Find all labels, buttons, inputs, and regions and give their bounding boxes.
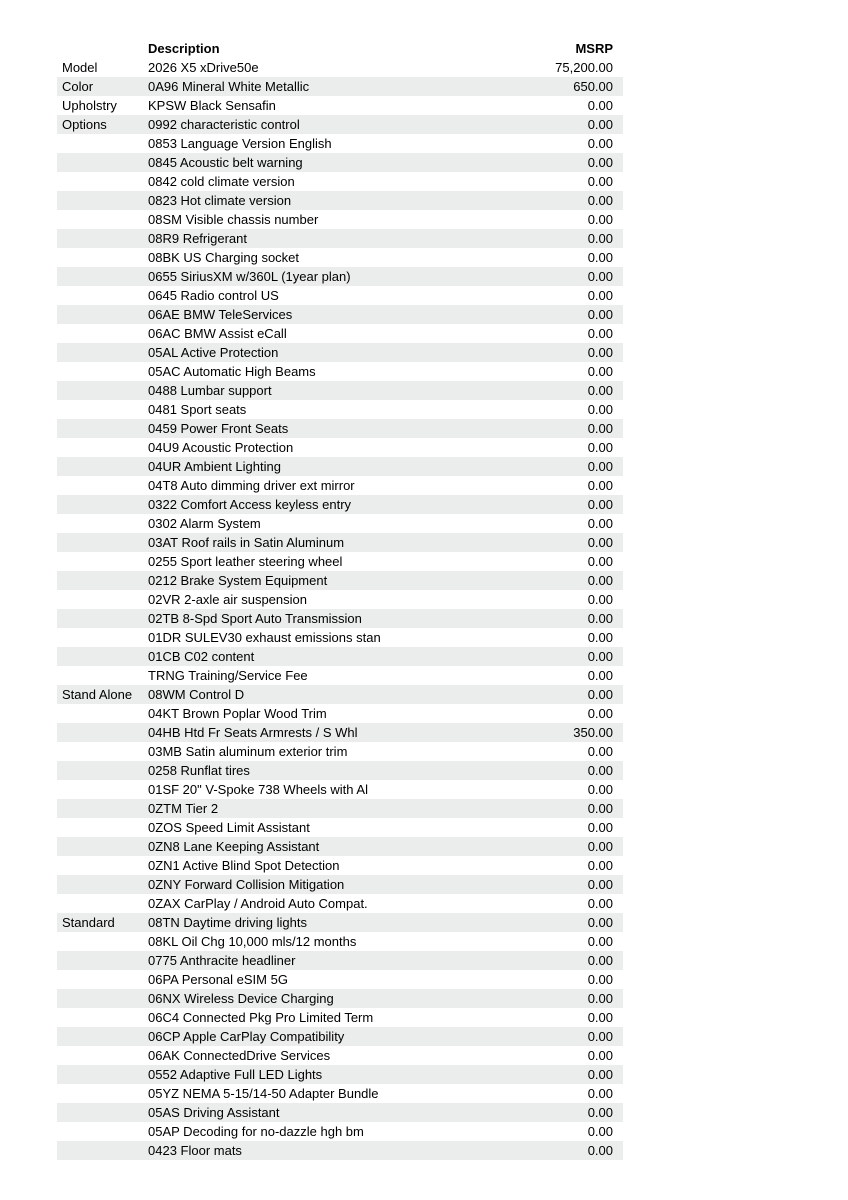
- msrp-cell: 0.00: [587, 1067, 613, 1082]
- msrp-cell: 0.00: [587, 516, 613, 531]
- description-cell: 0775 Anthracite headliner: [148, 953, 296, 968]
- table-row: [57, 153, 623, 172]
- msrp-cell: 0.00: [587, 155, 613, 170]
- msrp-cell: 0.00: [587, 1048, 613, 1063]
- msrp-cell: 0.00: [587, 136, 613, 151]
- table-row: [57, 742, 623, 761]
- description-cell: 01CB C02 content: [148, 649, 255, 664]
- table-row: [57, 761, 623, 780]
- msrp-cell: 0.00: [587, 649, 613, 664]
- table-row: [57, 305, 623, 324]
- table-row: [57, 552, 623, 571]
- table-row: [57, 951, 623, 970]
- description-cell: 05AS Driving Assistant: [148, 1105, 280, 1120]
- description-cell: 0322 Comfort Access keyless entry: [148, 497, 352, 512]
- description-cell: 0423 Floor mats: [148, 1143, 242, 1158]
- description-cell: 0ZTM Tier 2: [148, 801, 219, 816]
- msrp-cell: 0.00: [587, 345, 613, 360]
- description-cell: 0ZNY Forward Collision Mitigation: [148, 877, 345, 892]
- msrp-cell: 0.00: [587, 573, 613, 588]
- table-row: [57, 58, 623, 77]
- description-cell: 05AP Decoding for no-dazzle hgh bm: [148, 1124, 364, 1139]
- description-cell: 2026 X5 xDrive50e: [148, 60, 259, 75]
- description-cell: 0853 Language Version English: [148, 136, 332, 151]
- category-cell: Standard: [62, 915, 115, 930]
- table-row: [57, 704, 623, 723]
- msrp-cell: 650.00: [573, 79, 613, 94]
- table-row: [57, 381, 623, 400]
- msrp-cell: 0.00: [587, 972, 613, 987]
- description-cell: 0823 Hot climate version: [148, 193, 292, 208]
- description-cell: 06AC BMW Assist eCall: [148, 326, 287, 341]
- table-row: [57, 628, 623, 647]
- description-cell: 04T8 Auto dimming driver ext mirror: [148, 478, 355, 493]
- description-cell: 03MB Satin aluminum exterior trim: [148, 744, 348, 759]
- table-row: [57, 932, 623, 951]
- description-cell: 06NX Wireless Device Charging: [148, 991, 334, 1006]
- msrp-cell: 0.00: [587, 763, 613, 778]
- table-row: [57, 172, 623, 191]
- msrp-cell: 0.00: [587, 744, 613, 759]
- description-cell: 0212 Brake System Equipment: [148, 573, 328, 588]
- table-row: [57, 286, 623, 305]
- msrp-cell: 0.00: [587, 1010, 613, 1025]
- description-cell: 0258 Runflat tires: [148, 763, 250, 778]
- description-cell: 0488 Lumbar support: [148, 383, 272, 398]
- table-row: [57, 400, 623, 419]
- msrp-cell: 0.00: [587, 193, 613, 208]
- description-cell: 0842 cold climate version: [148, 174, 295, 189]
- table-row: [57, 837, 623, 856]
- table-row: [57, 989, 623, 1008]
- description-cell: 0ZAX CarPlay / Android Auto Compat.: [148, 896, 368, 911]
- table-row: [57, 1103, 623, 1122]
- description-cell: 06CP Apple CarPlay Compatibility: [148, 1029, 345, 1044]
- table-row: [57, 115, 623, 134]
- description-cell: 08BK US Charging socket: [148, 250, 300, 265]
- description-cell: 06PA Personal eSIM 5G: [148, 972, 288, 987]
- msrp-cell: 0.00: [587, 535, 613, 550]
- description-cell: 08TN Daytime driving lights: [148, 915, 307, 930]
- msrp-cell: 0.00: [587, 117, 613, 132]
- msrp-cell: 0.00: [587, 801, 613, 816]
- options-table: [57, 38, 623, 1160]
- table-row: [57, 1141, 623, 1160]
- table-row: [57, 1027, 623, 1046]
- msrp-header: MSRP: [575, 40, 613, 56]
- table-row: [57, 799, 623, 818]
- msrp-cell: 0.00: [587, 630, 613, 645]
- msrp-cell: 0.00: [587, 288, 613, 303]
- table-row: [57, 913, 623, 932]
- msrp-cell: 0.00: [587, 1086, 613, 1101]
- description-cell: 0ZN1 Active Blind Spot Detection: [148, 858, 340, 873]
- description-cell: 08R9 Refrigerant: [148, 231, 247, 246]
- msrp-cell: 0.00: [587, 554, 613, 569]
- msrp-cell: 0.00: [587, 915, 613, 930]
- msrp-cell: 0.00: [587, 934, 613, 949]
- category-cell: Model: [62, 60, 98, 75]
- description-cell: 0552 Adaptive Full LED Lights: [148, 1067, 323, 1082]
- table-row: [57, 438, 623, 457]
- description-cell: 04U9 Acoustic Protection: [148, 440, 294, 455]
- description-cell: TRNG Training/Service Fee: [148, 668, 308, 683]
- category-cell: Upholstry: [62, 98, 117, 113]
- table-row: [57, 210, 623, 229]
- table-row: [57, 1084, 623, 1103]
- msrp-cell: 0.00: [587, 592, 613, 607]
- table-row: [57, 1046, 623, 1065]
- description-cell: 04KT Brown Poplar Wood Trim: [148, 706, 327, 721]
- msrp-cell: 0.00: [587, 174, 613, 189]
- table-row: [57, 780, 623, 799]
- description-cell: 08WM Control D: [148, 687, 245, 702]
- msrp-cell: 0.00: [587, 269, 613, 284]
- table-row: [57, 533, 623, 552]
- table-row: [57, 495, 623, 514]
- table-row: [57, 609, 623, 628]
- description-cell: 0459 Power Front Seats: [148, 421, 289, 436]
- category-cell: Options: [62, 117, 107, 132]
- msrp-cell: 0.00: [587, 421, 613, 436]
- description-cell: 0A96 Mineral White Metallic: [148, 79, 310, 94]
- msrp-cell: 0.00: [587, 250, 613, 265]
- msrp-cell: 0.00: [587, 877, 613, 892]
- msrp-cell: 0.00: [587, 497, 613, 512]
- table-row: [57, 1008, 623, 1027]
- description-cell: 0ZN8 Lane Keeping Assistant: [148, 839, 320, 854]
- msrp-cell: 0.00: [587, 706, 613, 721]
- msrp-cell: 0.00: [587, 326, 613, 341]
- table-header-row: [57, 38, 623, 58]
- table-row: [57, 229, 623, 248]
- description-cell: 08SM Visible chassis number: [148, 212, 319, 227]
- msrp-cell: 0.00: [587, 953, 613, 968]
- table-row: [57, 476, 623, 495]
- description-cell: 04UR Ambient Lighting: [148, 459, 281, 474]
- msrp-cell: 0.00: [587, 459, 613, 474]
- description-cell: 06C4 Connected Pkg Pro Limited Term: [148, 1010, 374, 1025]
- msrp-cell: 0.00: [587, 1105, 613, 1120]
- table-row: [57, 362, 623, 381]
- msrp-cell: 75,200.00: [555, 60, 613, 75]
- msrp-cell: 0.00: [587, 212, 613, 227]
- msrp-cell: 0.00: [587, 668, 613, 683]
- msrp-cell: 0.00: [587, 858, 613, 873]
- description-cell: 0645 Radio control US: [148, 288, 279, 303]
- table-row: [57, 1065, 623, 1084]
- description-cell: 01SF 20" V-Spoke 738 Wheels with Al: [148, 782, 368, 797]
- table-row: [57, 514, 623, 533]
- description-cell: 0481 Sport seats: [148, 402, 247, 417]
- table-row: [57, 571, 623, 590]
- description-cell: 06AK ConnectedDrive Services: [148, 1048, 331, 1063]
- description-cell: 05YZ NEMA 5-15/14-50 Adapter Bundle: [148, 1086, 379, 1101]
- category-cell: Color: [62, 79, 94, 94]
- description-cell: 06AE BMW TeleServices: [148, 307, 293, 322]
- table-body: [57, 58, 623, 1160]
- description-cell: 0ZOS Speed Limit Assistant: [148, 820, 310, 835]
- table-row: [57, 894, 623, 913]
- table-row: [57, 1122, 623, 1141]
- description-header: Description: [148, 40, 220, 56]
- table-row: [57, 875, 623, 894]
- msrp-cell: 0.00: [587, 402, 613, 417]
- msrp-cell: 0.00: [587, 820, 613, 835]
- description-cell: KPSW Black Sensafin: [148, 98, 276, 113]
- table-row: [57, 590, 623, 609]
- table-row: [57, 666, 623, 685]
- msrp-cell: 0.00: [587, 383, 613, 398]
- table-row: [57, 248, 623, 267]
- table-row: [57, 191, 623, 210]
- msrp-cell: 0.00: [587, 782, 613, 797]
- description-cell: 0302 Alarm System: [148, 516, 261, 531]
- msrp-cell: 0.00: [587, 611, 613, 626]
- table-row: [57, 970, 623, 989]
- description-cell: 0655 SiriusXM w/360L (1year plan): [148, 269, 351, 284]
- table-row: [57, 818, 623, 837]
- table-row: [57, 267, 623, 286]
- msrp-cell: 0.00: [587, 1124, 613, 1139]
- table-row: [57, 96, 623, 115]
- table-row: [57, 419, 623, 438]
- description-cell: 03AT Roof rails in Satin Aluminum: [148, 535, 345, 550]
- table-row: [57, 77, 623, 96]
- msrp-cell: 0.00: [587, 307, 613, 322]
- description-cell: 04HB Htd Fr Seats Armrests / S Whl: [148, 725, 358, 740]
- msrp-cell: 350.00: [573, 725, 613, 740]
- table-row: [57, 457, 623, 476]
- description-cell: 0845 Acoustic belt warning: [148, 155, 303, 170]
- msrp-cell: 0.00: [587, 364, 613, 379]
- description-cell: 05AL Active Protection: [148, 345, 279, 360]
- msrp-cell: 0.00: [587, 687, 613, 702]
- description-cell: 08KL Oil Chg 10,000 mls/12 months: [148, 934, 357, 949]
- table-row: [57, 134, 623, 153]
- msrp-cell: 0.00: [587, 839, 613, 854]
- table-row: [57, 723, 623, 742]
- msrp-cell: 0.00: [587, 231, 613, 246]
- msrp-cell: 0.00: [587, 991, 613, 1006]
- msrp-cell: 0.00: [587, 440, 613, 455]
- description-cell: 02TB 8-Spd Sport Auto Transmission: [148, 611, 362, 626]
- msrp-cell: 0.00: [587, 478, 613, 493]
- description-cell: 02VR 2-axle air suspension: [148, 592, 307, 607]
- table-row: [57, 685, 623, 704]
- msrp-cell: 0.00: [587, 98, 613, 113]
- description-cell: 0255 Sport leather steering wheel: [148, 554, 343, 569]
- table-row: [57, 343, 623, 362]
- table-row: [57, 647, 623, 666]
- table-row: [57, 856, 623, 875]
- msrp-cell: 0.00: [587, 1029, 613, 1044]
- msrp-cell: 0.00: [587, 896, 613, 911]
- msrp-cell: 0.00: [587, 1143, 613, 1158]
- description-cell: 05AC Automatic High Beams: [148, 364, 316, 379]
- description-cell: 0992 characteristic control: [148, 117, 300, 132]
- table-row: [57, 324, 623, 343]
- category-cell: Stand Alone: [62, 687, 133, 702]
- description-cell: 01DR SULEV30 exhaust emissions stan: [148, 630, 381, 645]
